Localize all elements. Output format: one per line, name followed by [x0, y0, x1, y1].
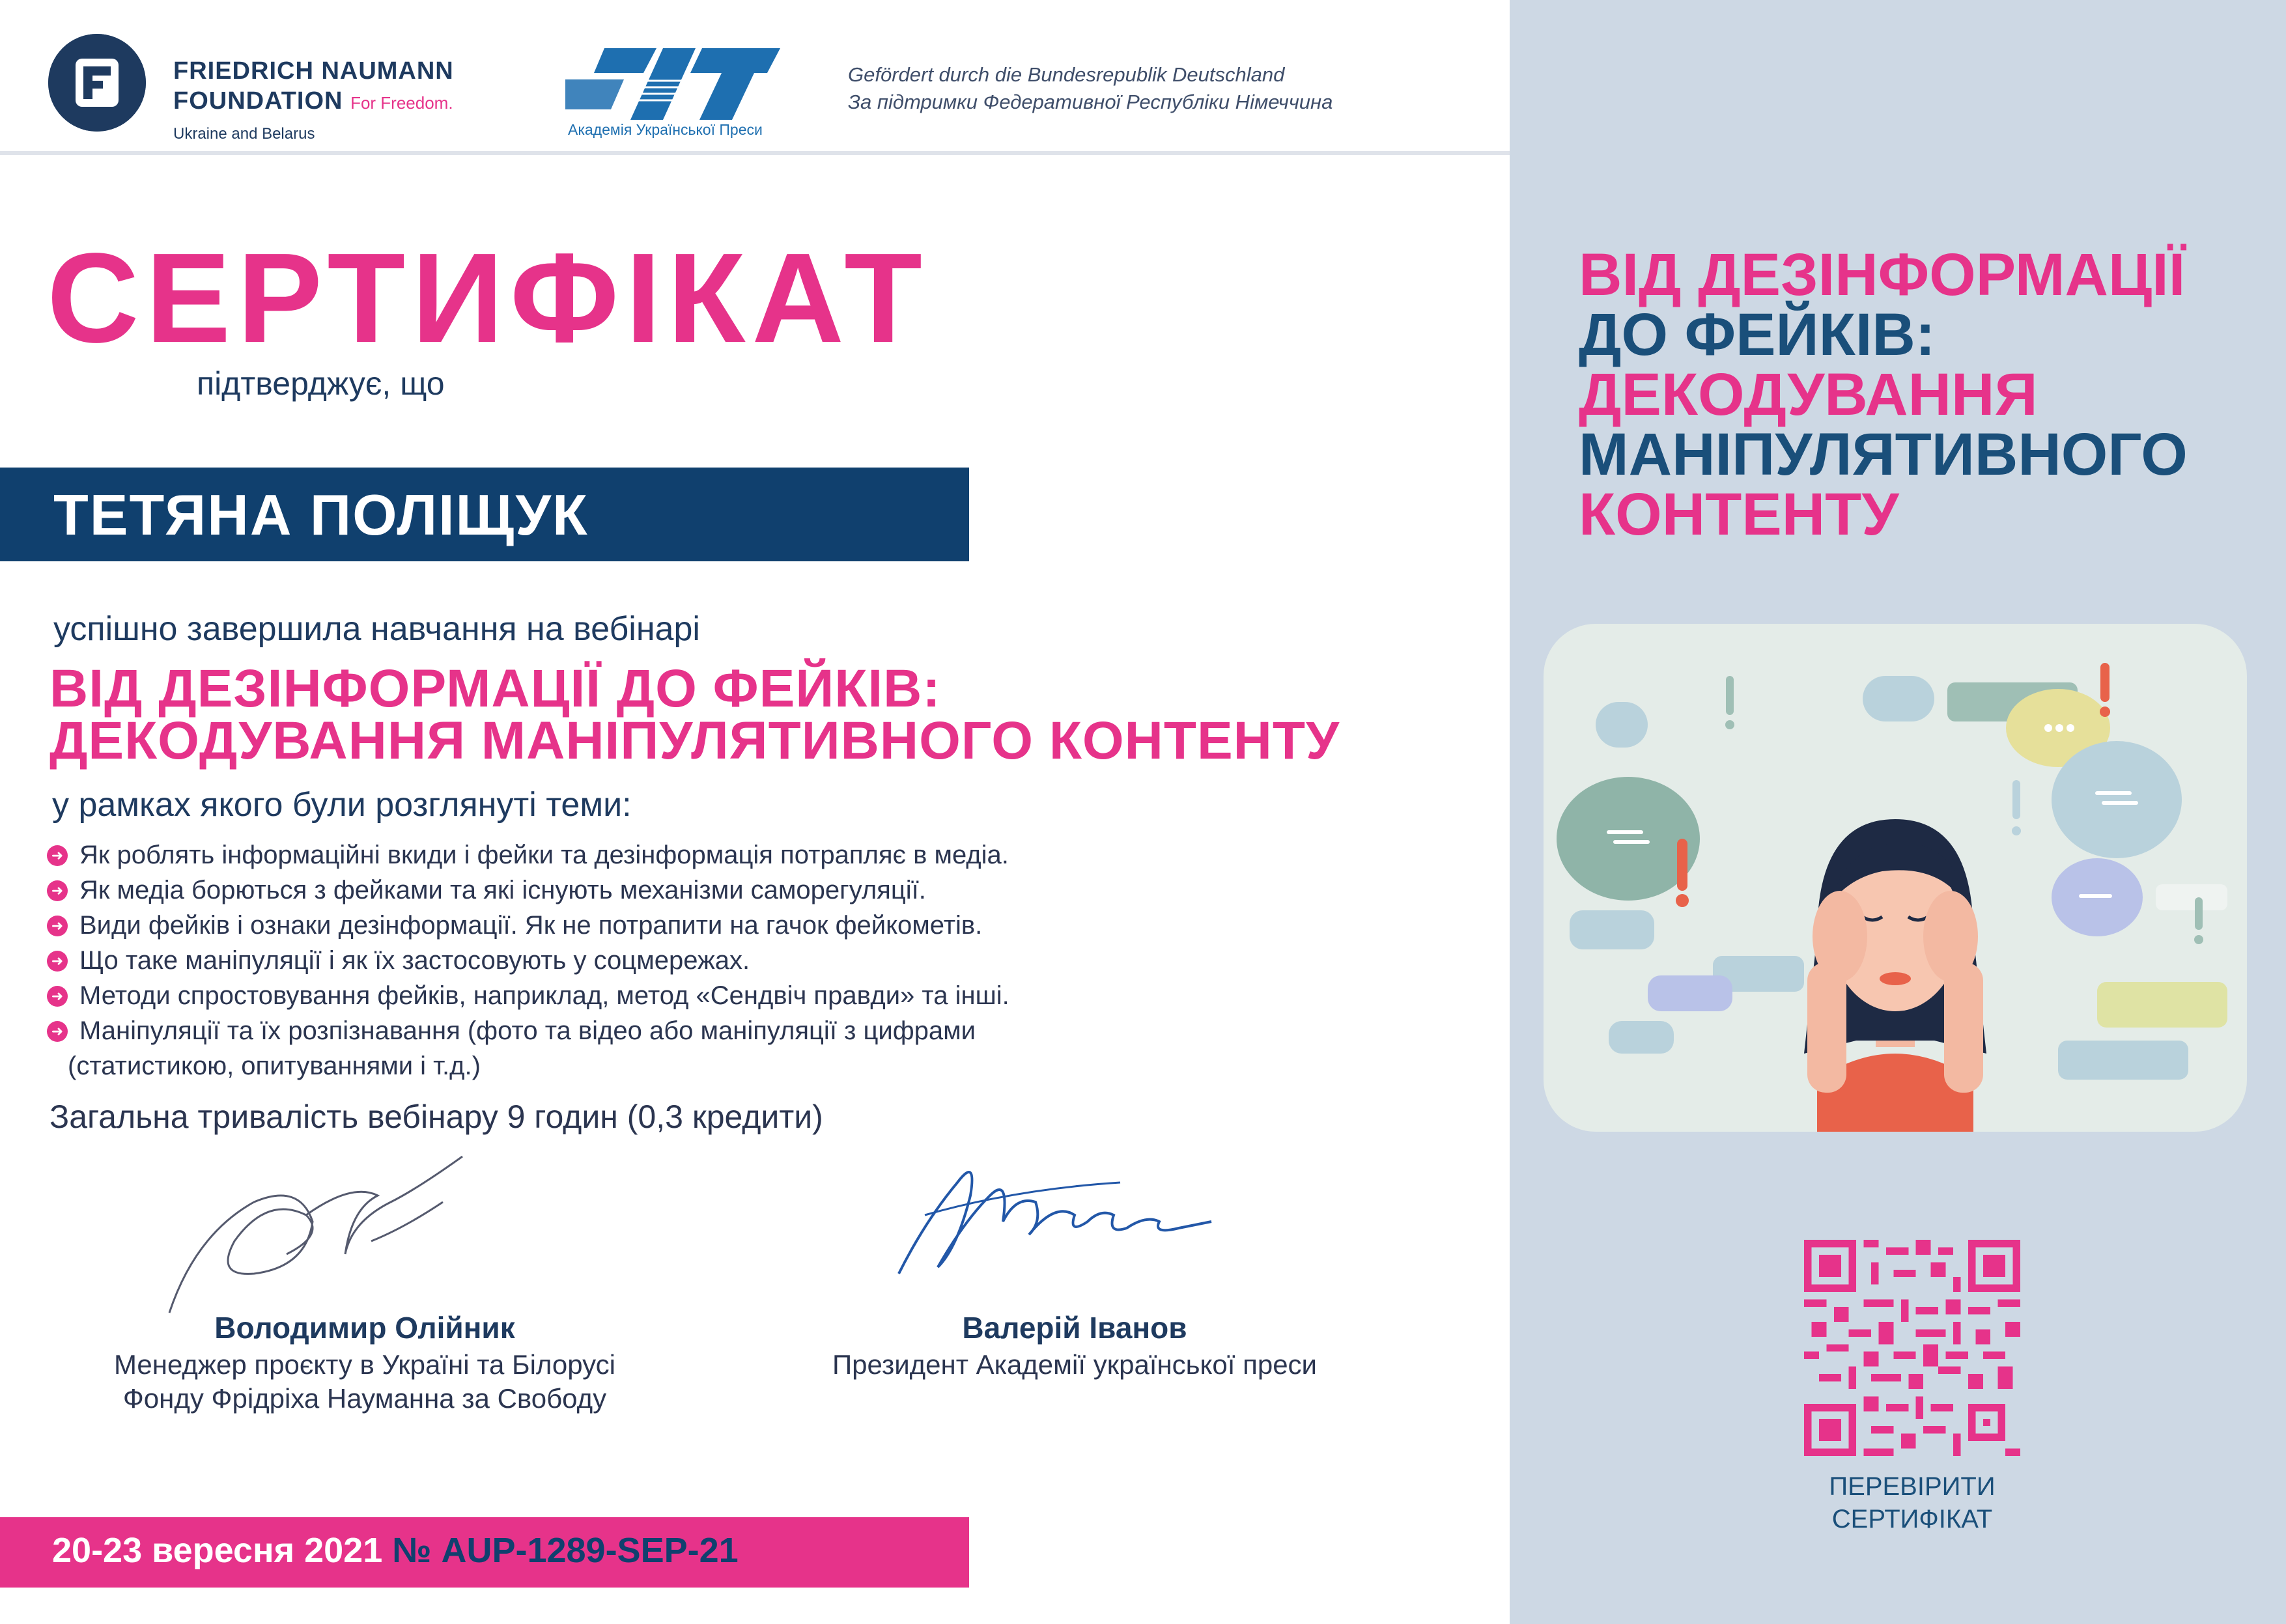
- signer-2-name: Валерій Іванов: [962, 1311, 1187, 1345]
- certificate-title: СЕРТИФІКАТ: [47, 227, 929, 369]
- fnf-name: [173, 56, 454, 118]
- topics-list: [47, 837, 1284, 1084]
- arrow-right-circle-icon: ➜: [47, 1021, 68, 1042]
- signer-1-role: Менеджер проєкту в Україні та Білорусі Фонду Фрідріха Науманна за Свободу: [113, 1349, 616, 1414]
- duration-text: Загальна тривалість вебінару 9 годин (0,3 кредити): [49, 1099, 823, 1135]
- signer-2-role: Президент Академії української преси: [832, 1349, 1318, 1380]
- panel-title-line2: ДО ФЕЙКІВ:: [1579, 301, 1936, 368]
- completed-text: успішно завершила навчання на вебінарі: [53, 610, 700, 648]
- panel-title-line1: ВІД ДЕЗІНФОРМАЦІЇ: [1579, 242, 2186, 308]
- confirm-text: підтверджує, що: [197, 365, 445, 402]
- course-title-line1: ВІД ДЕЗІНФОРМАЦІЇ ДО ФЕЙКІВ:: [49, 659, 941, 718]
- signer-1-name: Володимир Олійник: [214, 1311, 515, 1345]
- signature-ivanov: [886, 1143, 1224, 1287]
- signature-olijnyk: [156, 1143, 495, 1326]
- woman-figure: [1804, 819, 1986, 1132]
- topic-item: ➜ Як медіа борються з фейками та які існують механізми саморегуляції.: [47, 873, 1284, 908]
- fnf-logo: [48, 34, 146, 132]
- arrow-right-circle-icon: ➜: [47, 951, 68, 972]
- fnf-name-line1: FRIEDRICH NAUMANN: [173, 57, 454, 85]
- aup-name: Академія Української Преси: [568, 121, 763, 138]
- aup-logo-icon: [565, 42, 784, 126]
- course-dates: [52, 1530, 739, 1571]
- funding-notice: [848, 61, 1333, 116]
- qr-code-icon[interactable]: [1804, 1240, 2020, 1456]
- panel-title-line5: КОНТЕНТУ: [1579, 481, 1899, 548]
- topic-item: ➜ Як роблять інформаційні вкиди і фейки та дезінформація потрапляє в медіа.: [47, 837, 1284, 873]
- topic-item: ➜ Види фейків і ознаки дезінформації. Як не потрапити на гачок фейкометів.: [47, 908, 1284, 943]
- arrow-right-circle-icon: ➜: [47, 880, 68, 901]
- panel-title-line4: МАНІПУЛЯТИВНОГО: [1579, 421, 2188, 488]
- funding-de: Gefördert durch die Bundesrepublik Deutschland: [848, 63, 1285, 86]
- certificate-number: № AUP-1289-SEP-21: [392, 1531, 739, 1570]
- panel-title: [1579, 242, 2188, 548]
- course-title-line2: ДЕКОДУВАННЯ МАНІПУЛЯТИВНОГО КОНТЕНТУ: [49, 711, 1340, 770]
- stressed-woman-illustration: [1544, 624, 2247, 1132]
- course-date-range: 20-23 вересня 2021: [52, 1531, 383, 1570]
- fnf-name-line2: FOUNDATION: [173, 87, 343, 115]
- topics-intro: у рамках якого були розглянуті теми:: [52, 786, 632, 824]
- fnf-tagline: For Freedom.: [350, 93, 453, 113]
- fnf-subtitle: Ukraine and Belarus: [173, 125, 315, 143]
- topic-item: ➜ Маніпуляції та їх розпізнавання (фото та відео або маніпуляції з цифрами: [47, 1013, 1284, 1048]
- recipient-name: ТЕТЯНА ПОЛІЩУК: [53, 483, 589, 547]
- course-title: [49, 659, 1340, 770]
- verify-line1: ПЕРЕВІРИТИ: [1829, 1472, 1996, 1501]
- topic-item: ➜ Що таке маніпуляції і як їх застосовують у соцмережах.: [47, 943, 1284, 978]
- funding-ua: За підтримки Федеративної Республіки Німеччина: [848, 91, 1333, 113]
- panel-title-line3: ДЕКОДУВАННЯ: [1579, 361, 2038, 428]
- fnf-logo-icon: [48, 34, 146, 132]
- topic-item: ➜ Методи спростовування фейків, наприклад, метод «Сендвіч правди» та інші.: [47, 978, 1284, 1013]
- arrow-right-circle-icon: ➜: [47, 845, 68, 866]
- verify-certificate-link[interactable]: [1745, 1470, 2079, 1535]
- arrow-right-circle-icon: ➜: [47, 986, 68, 1007]
- header-divider: [0, 151, 1510, 155]
- arrow-right-circle-icon: ➜: [47, 916, 68, 936]
- verify-line2: СЕРТИФІКАТ: [1831, 1505, 1993, 1533]
- topic-item-continued: (статистикою, опитуваннями і т.д.): [68, 1052, 481, 1080]
